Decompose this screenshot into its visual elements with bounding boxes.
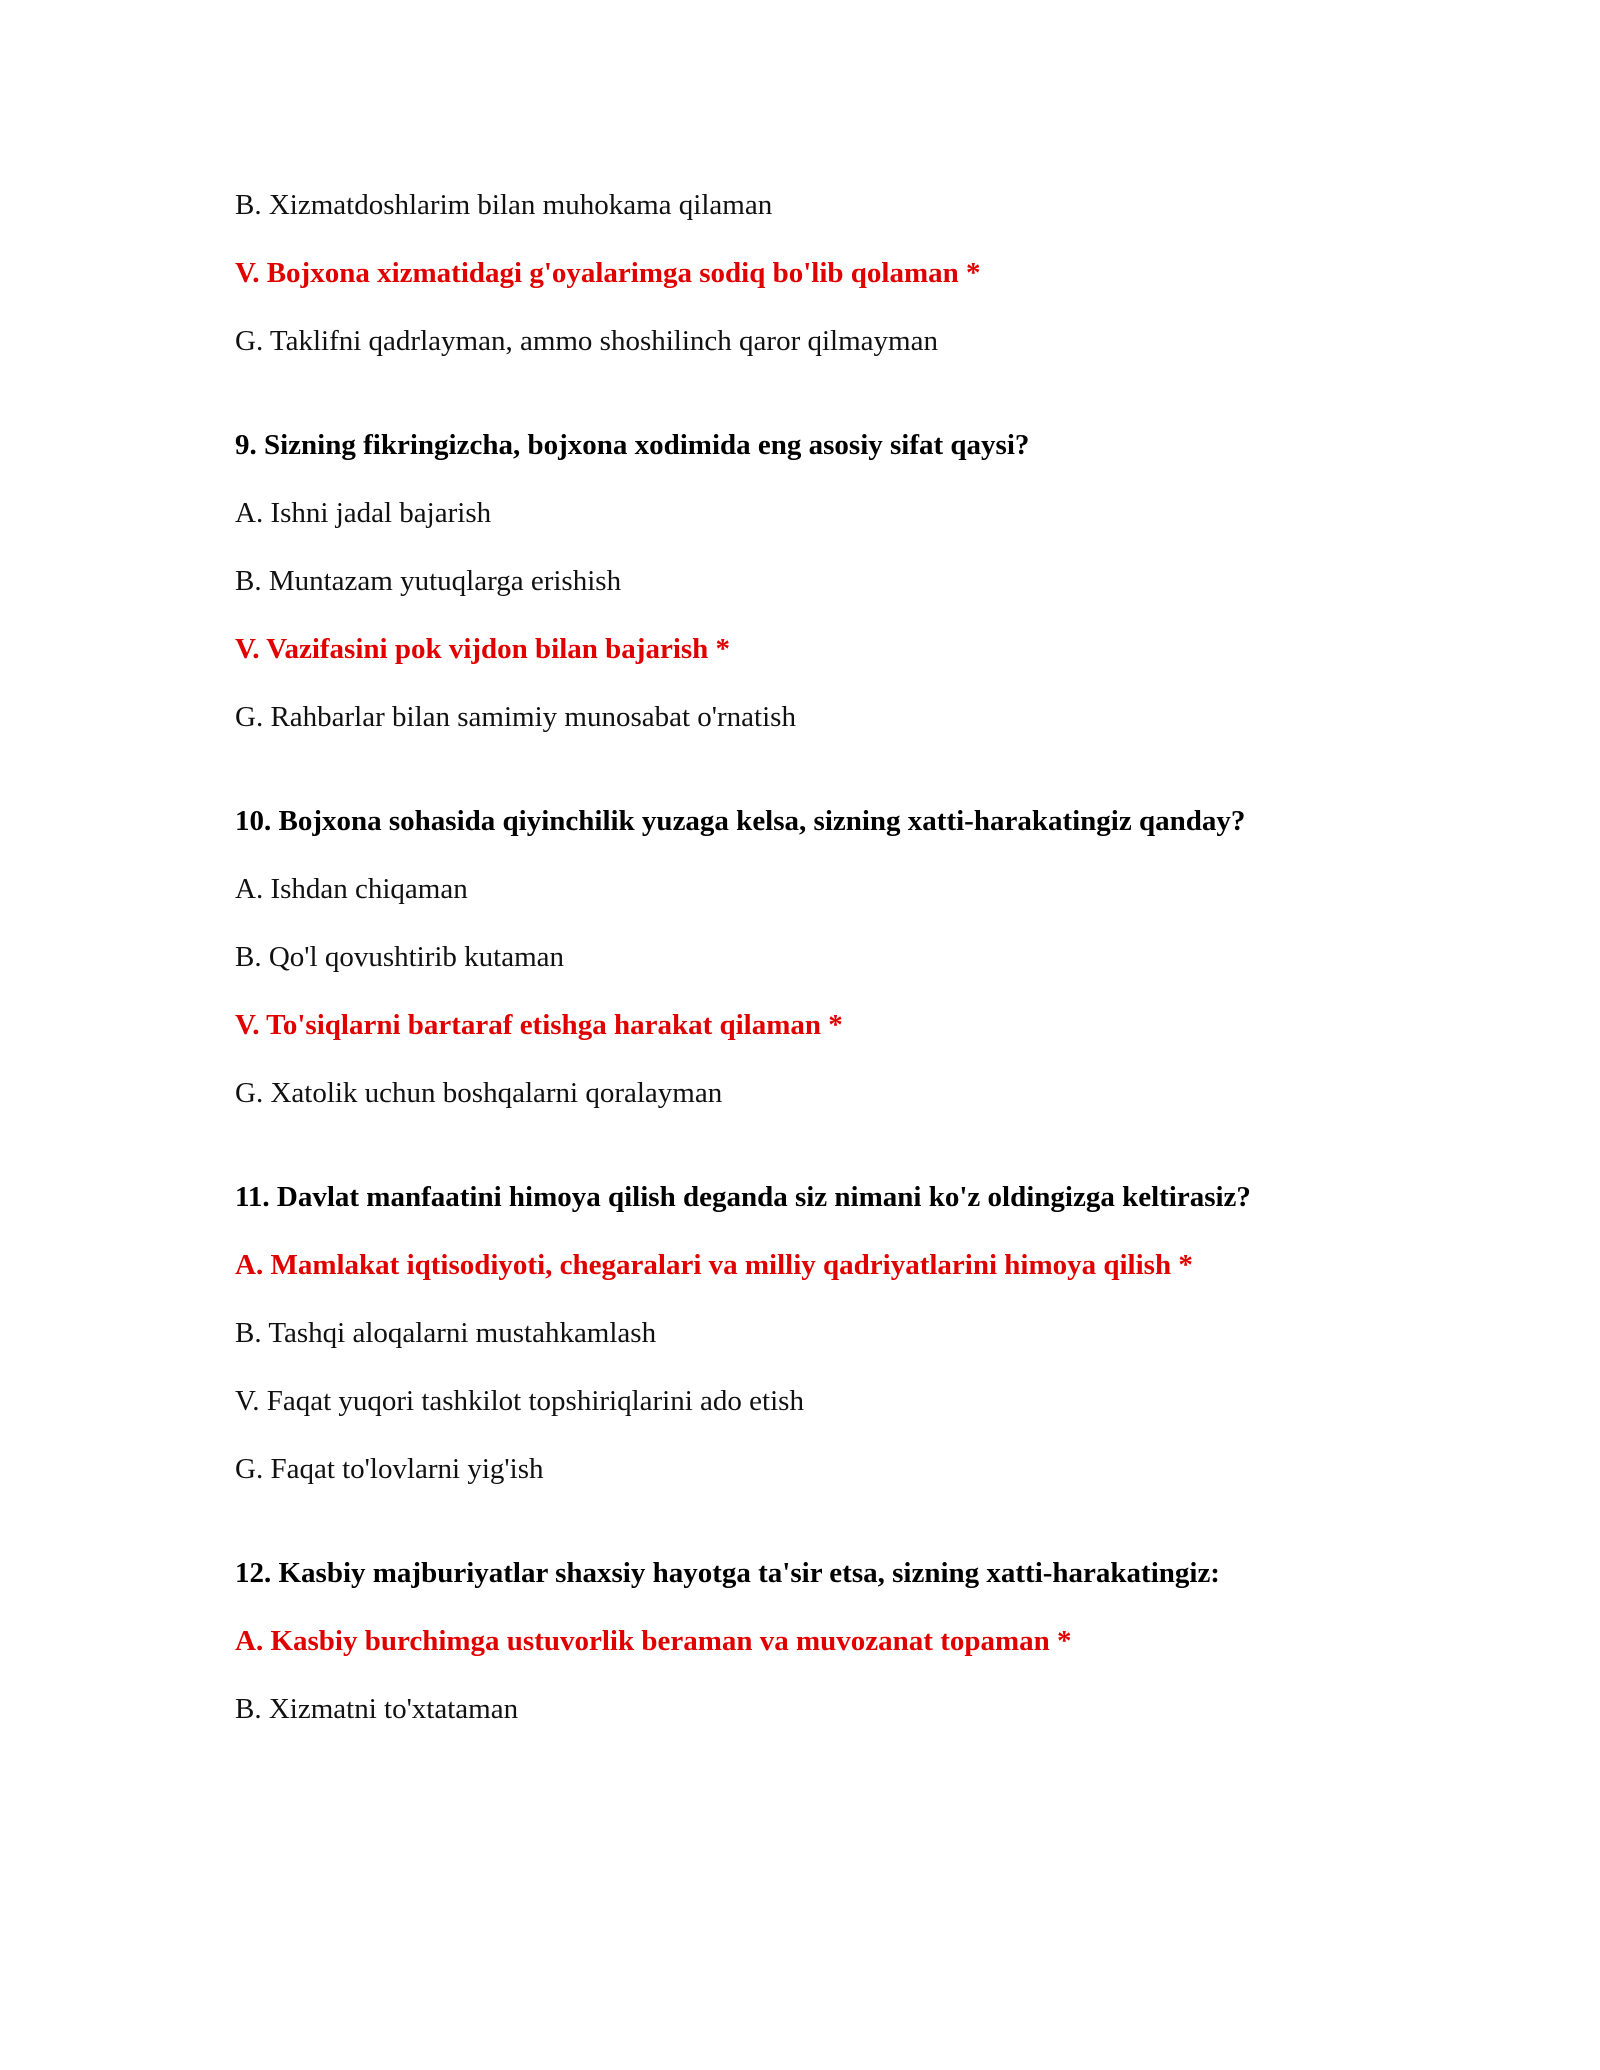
option-g: G. Faqat to'lovlarni yig'ish <box>235 1453 544 1485</box>
option-a: A. Ishni jadal bajarish <box>235 497 492 529</box>
option-b: B. Qo'l qovushtirib kutaman <box>235 941 565 973</box>
question-title: 9. Sizning fikringizcha, bojxona xodimida eng asosiy sifat qaysi? <box>235 429 1030 461</box>
option-b: B. Tashqi aloqalarni mustahkamlash <box>235 1317 657 1349</box>
option-b: B. Xizmatni to'xtataman <box>235 1693 519 1725</box>
option-a-correct: A. Mamlakat iqtisodiyoti, chegaralari va milliy qadriyatlarini himoya qilish * <box>235 1249 1193 1281</box>
option-g: G. Taklifni qadrlayman, ammo shoshilinch qaror qilmayman <box>235 325 938 357</box>
question-block-9 <box>235 426 1415 736</box>
option-v-correct: V. To'siqlarni bartaraf etishga harakat qilaman * <box>235 1009 843 1041</box>
option-v-correct: V. Bojxona xizmatidagi g'oyalarimga sodiq bo'lib qolaman * <box>235 257 981 289</box>
option-v-correct: V. Vazifasini pok vijdon bilan bajarish * <box>235 633 731 665</box>
question-title: 11. Davlat manfaatini himoya qilish deganda siz nimani ko'z oldingizga keltirasiz? <box>235 1181 1251 1213</box>
option-g: G. Rahbarlar bilan samimiy munosabat o'rnatish <box>235 701 796 733</box>
option-b: B. Muntazam yutuqlarga erishish <box>235 565 622 597</box>
option-b: B. Xizmatdoshlarim bilan muhokama qilaman <box>235 189 773 221</box>
question-title: 12. Kasbiy majburiyatlar shaxsiy hayotga ta'sir etsa, sizning xatti-harakatingiz: <box>235 1557 1220 1589</box>
question-block-8 <box>235 186 1415 360</box>
option-g: G. Xatolik uchun boshqalarni qoralayman <box>235 1077 723 1109</box>
option-a: A. Ishdan chiqaman <box>235 873 468 905</box>
question-block-11 <box>235 1178 1415 1488</box>
option-v: V. Faqat yuqori tashkilot topshiriqlarini ado etish <box>235 1385 804 1417</box>
question-block-10 <box>235 802 1415 1112</box>
option-a-correct: A. Kasbiy burchimga ustuvorlik beraman va muvozanat topaman * <box>235 1625 1072 1657</box>
quiz-content <box>235 186 1415 1794</box>
question-block-12 <box>235 1554 1415 1728</box>
question-title: 10. Bojxona sohasida qiyinchilik yuzaga kelsa, sizning xatti-harakatingiz qanday? <box>235 805 1246 837</box>
